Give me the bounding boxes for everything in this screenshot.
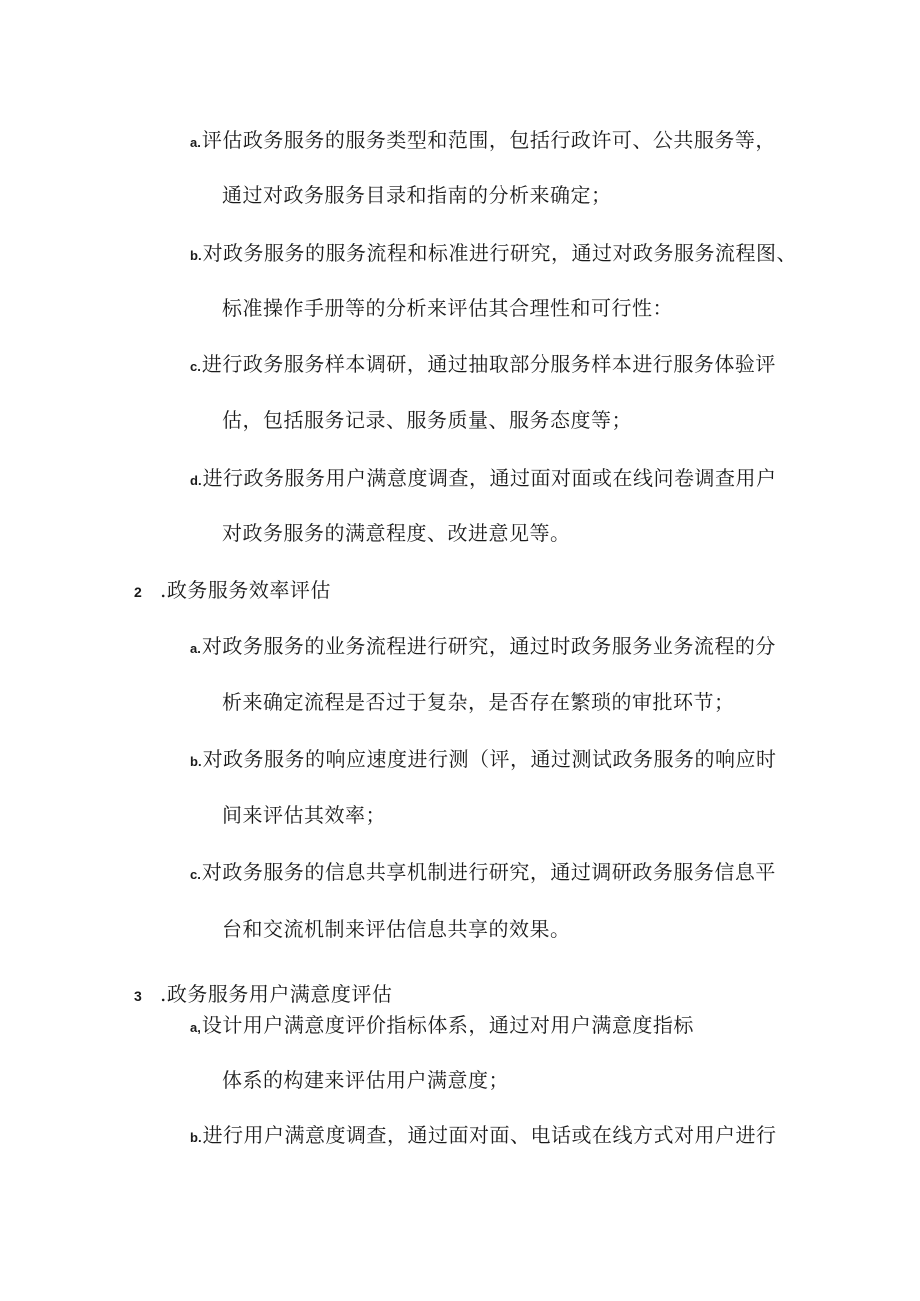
list-marker: a, <box>190 1020 201 1035</box>
list-marker: b. <box>190 248 202 263</box>
list-marker: c. <box>190 359 201 374</box>
list-item-line <box>190 634 776 661</box>
section-heading <box>134 578 331 604</box>
list-item-line <box>190 1123 777 1150</box>
section-number: 3 <box>134 988 143 1004</box>
section-number: 2 <box>134 584 143 600</box>
list-item-continuation: 估，包括服务记录、服务质量、服务态度等； <box>222 408 632 432</box>
list-item-line <box>190 352 776 379</box>
list-item-continuation: 标准操作手册等的分析来评估其合理性和可行性： <box>222 296 673 320</box>
list-item-line <box>190 860 776 887</box>
list-marker: b. <box>190 754 202 769</box>
item-text: 进行用户满意度调查，通过面对面、电话或在线方式对用户进行 <box>202 1123 777 1147</box>
list-marker: a. <box>190 135 201 150</box>
item-text: 评估政务服务的服务类型和范围，包括行政许可、公共服务等， <box>201 128 776 152</box>
item-text: 对政务服务的响应速度进行测（评，通过测试政务服务的响应时 <box>202 747 777 771</box>
list-marker: d. <box>190 473 202 488</box>
list-item-line <box>190 1013 694 1040</box>
list-item-continuation: 通过对政务服务目录和指南的分析来确定； <box>222 183 612 207</box>
list-item-continuation: 对政务服务的满意程度、改进意见等。 <box>222 521 571 545</box>
list-marker: c. <box>190 867 201 882</box>
list-item-continuation: 体系的构建来评估用户满意度； <box>222 1068 509 1092</box>
list-marker: b. <box>190 1130 202 1145</box>
item-text: 对政务服务的信息共享机制进行研究，通过调研政务服务信息平 <box>201 860 776 884</box>
item-text: 对政务服务的业务流程进行研究，通过时政务服务业务流程的分 <box>201 634 776 658</box>
list-item-continuation: 间来评估其效率； <box>222 803 386 827</box>
item-text: 设计用户满意度评价指标体系，通过对用户满意度指标 <box>201 1013 694 1037</box>
list-item-line <box>190 466 777 493</box>
list-item-line <box>190 747 777 774</box>
item-text: 对政务服务的服务流程和标准进行研究，通过对政务服务流程图、 <box>202 241 798 265</box>
section-title: .政务服务用户满意度评估 <box>160 982 393 1006</box>
list-item-line <box>190 128 776 155</box>
list-marker: a. <box>190 641 201 656</box>
list-item-line <box>190 241 797 268</box>
section-title: .政务服务效率评估 <box>160 578 331 602</box>
list-item-continuation: 台和交流机制来评估信息共享的效果。 <box>222 917 571 941</box>
item-text: 进行政务服务样本调研，通过抽取部分服务样本进行服务体验评 <box>201 352 776 376</box>
list-item-continuation: 析来确定流程是否过于复杂，是否存在繁琐的审批环节； <box>222 690 735 714</box>
section-heading <box>134 982 392 1008</box>
item-text: 进行政务服务用户满意度调查，通过面对面或在线问卷调查用户 <box>202 466 777 490</box>
